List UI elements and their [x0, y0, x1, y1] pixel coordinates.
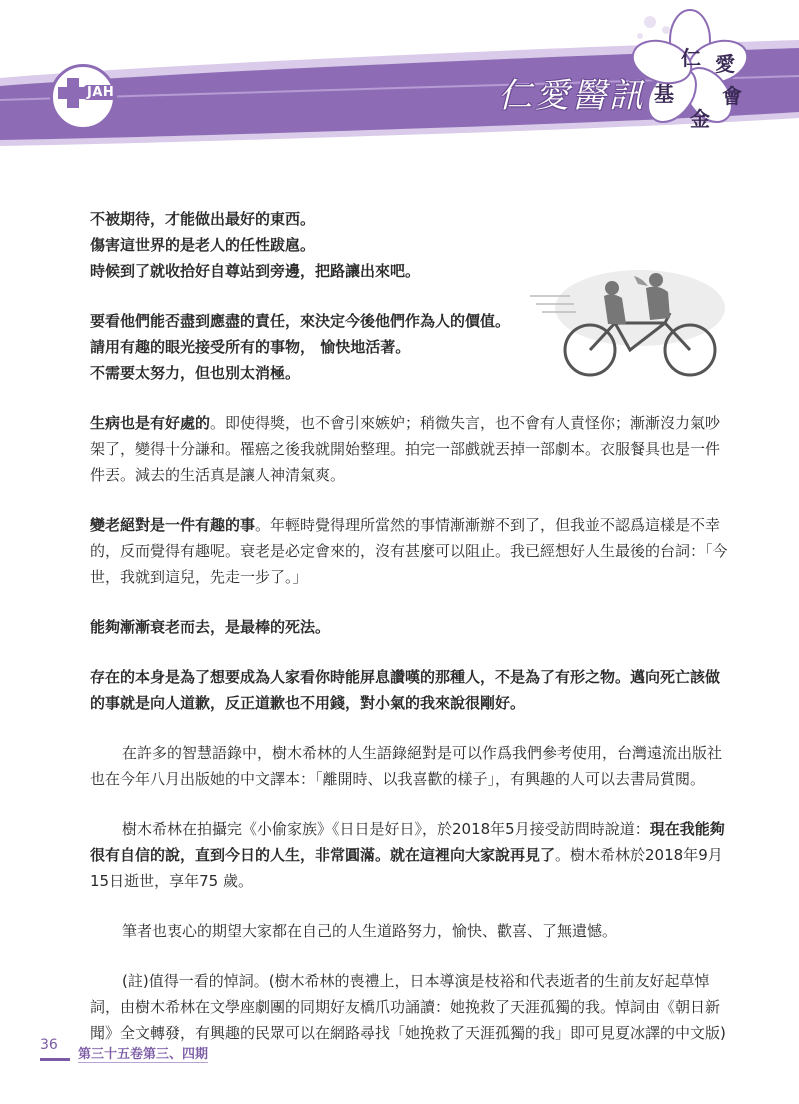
foundation-char: 基 — [654, 82, 674, 106]
quote-line: 時候到了就收拾好自尊站到旁邊，把路讓出來吧。 — [90, 262, 421, 280]
paragraph-text: 樹木希林在拍攝完《小偷家族》《日日是好日》，於2018年5月接受訪問時說道： — [122, 820, 650, 838]
quote-line: 要看他們能否盡到應盡的責任，來決定今後他們作為人的價值。 — [90, 312, 511, 330]
article-body — [90, 206, 730, 1046]
foundation-char: 愛 — [715, 52, 735, 76]
quote-group-2 — [90, 308, 730, 386]
footer-divider — [78, 1062, 208, 1063]
page-header — [0, 0, 799, 150]
quote-line: 請用有趣的眼光接受所有的事物， 愉快地活著。 — [90, 338, 411, 356]
paragraph-book: 在許多的智慧語錄中，樹木希林的人生語錄絕對是可以作爲我們參考使用，台灣遠流出版社也在今年八月出版她的中文譯本：「離開時、以我喜歡的樣子」，有興趣的人可以去書局賞閱。 — [90, 744, 723, 788]
issue-label: 第三十五卷第三、四期 — [78, 1047, 209, 1062]
paragraph-text: 。年輕時覺得理所當然的事情漸漸辦不到了，但我並不認爲這樣是不幸的，反而覺得有趣呢。衰老是必定會來的，沒有甚麼可以阻止。我已經想好人生最後的台詞：「今世，我就到這兒，先走一步了。」 — [90, 516, 728, 586]
header-banner-graphic — [0, 0, 799, 150]
quote-group-1 — [90, 206, 730, 284]
paragraph-note: (註)值得一看的悼詞。(樹木希林的喪禮上，日本導演是枝裕和代表逝者的生前友好起草悼詞，由樹木希林在文學座劇團的同期好友橋爪功誦讀：她挽救了天涯孤獨的我。悼詞由《朝日新聞》全文轉發，有興趣的民眾可以在網路尋找「她挽救了天涯孤獨的我」即可見夏冰譯的中文版) — [90, 972, 726, 1042]
footer-accent-bar — [40, 1058, 70, 1061]
magazine-title: 仁愛醫訊 — [498, 76, 646, 116]
paragraph-aging — [90, 512, 730, 590]
logo-text: JAH — [84, 85, 117, 100]
foundation-char: 仁 — [681, 46, 701, 70]
paragraph-lead: 變老絕對是一件有趣的事 — [90, 516, 256, 534]
quote-line: 傷害這世界的是老人的任性跋扈。 — [90, 236, 316, 254]
paragraph-text: 。樹木希林於2018年9月15日逝世，享年75 歲。 — [90, 846, 723, 890]
quote-line: 不需要太努力，但也別太消極。 — [90, 364, 301, 382]
paragraph-best-death: 能夠漸漸衰老而去，是最棒的死法。 — [90, 618, 331, 636]
paragraph-sickness — [90, 410, 730, 488]
logo-cross-icon-vertical — [67, 78, 79, 108]
paragraph-existence: 存在的本身是為了想要成為人家看你時能屏息讚嘆的那種人，不是為了有形之物。邁向死亡該做的事就是向人道歉，反正道歉也不用錢，對小氣的我來說很剛好。 — [90, 668, 721, 712]
page-number: 36 — [40, 1037, 58, 1053]
paragraph-bold-quote: 現在我能夠很有自信的說，直到今日的人生，非常圓滿。就在這裡向大家說再見了 — [90, 820, 725, 864]
paragraph-text: 。即使得獎，也不會引來嫉妒；稍微失言，也不會有人責怪你；漸漸沒力氣吵架了，變得十分謙和。罹癌之後我就開始整理。拍完一部戲就丟掉一部劇本。衣服餐具也是一件件丟。減去的生活真是讓人神清氣爽。 — [90, 414, 721, 484]
paragraph-interview — [90, 816, 730, 894]
quote-line: 不被期待，才能做出最好的東西。 — [90, 210, 316, 228]
foundation-char: 金 — [690, 107, 710, 131]
paragraph-lead: 生病也是有好處的 — [90, 414, 211, 432]
paragraph-author: 筆者也衷心的期望大家都在自己的人生道路努力，愉快、歡喜、了無遺憾。 — [122, 922, 618, 940]
foundation-char: 會 — [722, 84, 742, 108]
